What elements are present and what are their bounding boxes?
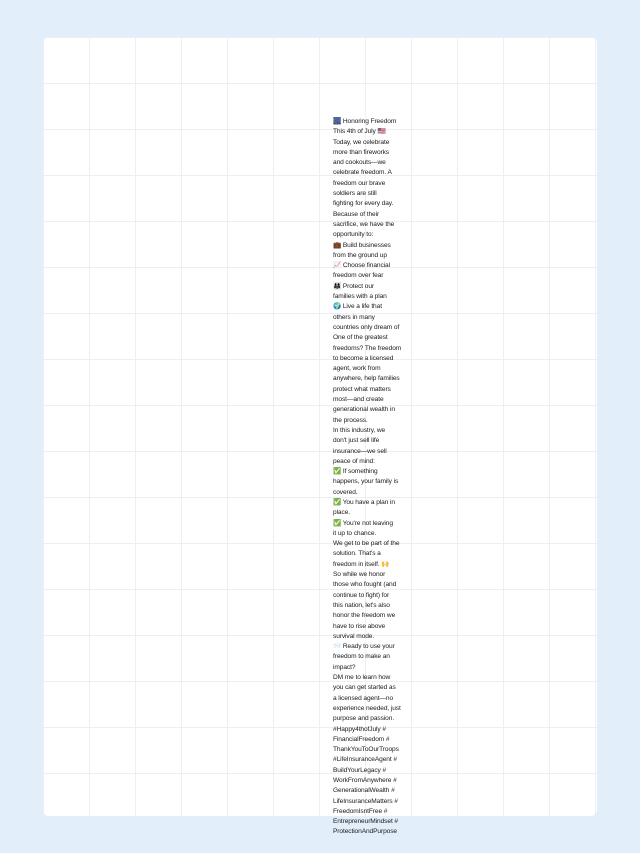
post-text-line: 📨 Ready to use your [333, 643, 395, 651]
post-text-line: it up to chance. [333, 529, 377, 537]
post-text-line: to become a licensed [333, 354, 394, 362]
post-text-line: 🎆 Honoring Freedom [333, 118, 397, 125]
post-text-line: GenerationalWealth # [333, 787, 395, 795]
post-text-line: Today, we celebrate [333, 138, 390, 146]
post-text-line: BuildYourLegacy # [333, 766, 387, 774]
post-text-line: ✅ You have a plan in [333, 498, 395, 506]
post-text-line: 👨‍👩‍👧 Protect our [333, 282, 374, 290]
post-text-line: FinancialFreedom # [333, 735, 390, 743]
post-text-line: and cookouts—we [333, 159, 386, 167]
post-text-line: This 4th of July 🇺🇸 [333, 128, 386, 136]
post-text-line: continue to fight) for [333, 591, 390, 599]
post-text-line: freedoms? The freedom [333, 344, 402, 352]
post-text-block [333, 117, 402, 836]
post-text-line: have to rise above [333, 622, 386, 630]
post-text-line: insurance—we sell [333, 447, 387, 455]
post-text-line: survival mode. [333, 632, 375, 640]
post-text-line: you can get started as [333, 684, 396, 692]
post-text-line: experience needed, just [333, 704, 401, 712]
post-text-line: 📈 Choose financial [333, 262, 390, 270]
post-text-line: #Happy4thofJuly # [333, 725, 386, 733]
post-text-line: So while we honor [333, 571, 386, 579]
post-text-line: DM me to learn how [333, 674, 391, 682]
post-text-line: don't just sell life [333, 437, 380, 445]
post-text-line: more than fireworks [333, 148, 389, 156]
post-text-line: sacrifice, we have the [333, 220, 395, 228]
post-text-line: LifeInsuranceMatters # [333, 797, 398, 805]
post-text-line: In this industry, we [333, 426, 386, 434]
post-text-line: 💼 Build businesses [333, 241, 391, 249]
document-page [43, 37, 597, 836]
post-text-line: EntrepreneurMindset # [333, 818, 398, 826]
post-text-line: ✅ If something [333, 468, 378, 476]
post-text-line: freedom our brave [333, 179, 386, 187]
post-text-line: We get to be part of the [333, 540, 400, 548]
post-text-line: happens, your family is [333, 478, 399, 486]
post-text-line: ✅ You're not leaving [333, 519, 393, 527]
post-text-line: countries only dream of [333, 323, 400, 331]
post-text-line: a licensed agent—no [333, 694, 394, 702]
post-text-line: #LifeInsuranceAgent # [333, 756, 397, 764]
post-text-line: others in many [333, 313, 375, 321]
post-text-line: FreedomIsntFree # [333, 807, 388, 815]
post-text-line: opportunity to: [333, 231, 374, 239]
post-text-line: fighting for every day. [333, 200, 394, 208]
post-text-line: honor the freedom we [333, 612, 396, 620]
post-text-line: generational wealth in [333, 406, 395, 414]
post-text-line: peace of mind: [333, 457, 375, 465]
post-text-line: place. [333, 509, 350, 517]
post-text-line: solution. That's a [333, 550, 381, 558]
post-text-line: One of the greatest [333, 334, 388, 342]
post-text-line: freedom over fear [333, 272, 384, 280]
post-text-line: celebrate freedom. A [333, 169, 392, 177]
post-text-line: ThankYouToOurTroops [333, 746, 399, 754]
post-text-line: Because of their [333, 210, 380, 218]
post-text-line: families with a plan [333, 293, 387, 301]
post-text-line: freedom in itself. 🙌 [333, 560, 390, 568]
post-text-line: covered. [333, 488, 358, 496]
post-text-line: from the ground up [333, 251, 387, 259]
post-text-line: 🌍 Live a life that [333, 303, 382, 311]
post-text-line: anywhere, help families [333, 375, 400, 383]
post-text-line: agent, work from [333, 365, 381, 373]
post-text-line: the process. [333, 416, 368, 424]
post-text-line: protect what matters [333, 385, 391, 393]
post-text-line: impact? [333, 663, 356, 671]
post-text-line: purpose and passion. [333, 715, 395, 723]
post-text-line: soldiers are still [333, 190, 377, 198]
post-text-line: most—and create [333, 396, 384, 404]
post-text-line: those who fought (and [333, 581, 397, 589]
post-text-line: ProtectionAndPurpose [333, 828, 397, 836]
post-text-line: this nation, let's also [333, 601, 390, 609]
post-text-line: freedom to make an [333, 653, 390, 661]
post-text-line: WorkFromAnywhere # [333, 777, 397, 784]
